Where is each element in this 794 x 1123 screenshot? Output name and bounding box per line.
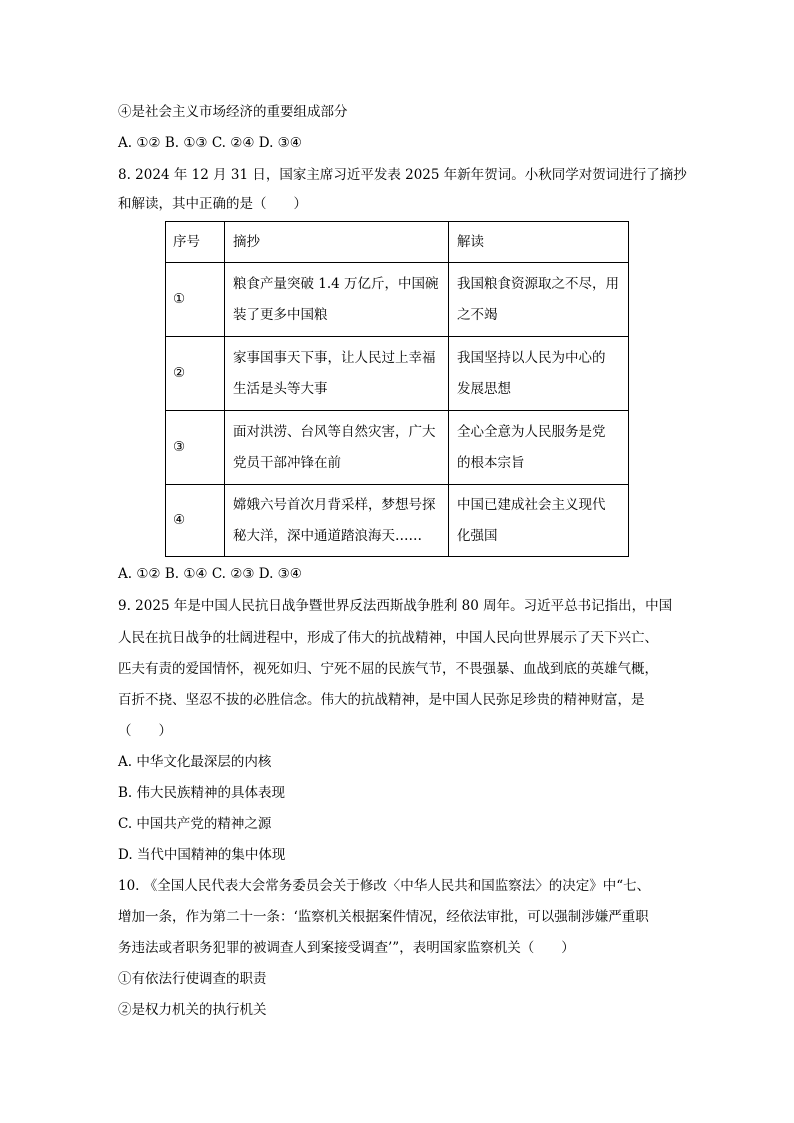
table-header-row xyxy=(166,222,629,263)
excerpt-line: 生活是头等大事 xyxy=(233,380,328,397)
q9-stem-line-1: 9. 2025 年是中国人民抗日战争暨世界反法西斯战争胜利 80 周年。习近平总书记指出，中国 xyxy=(118,598,673,614)
q10-stem-line-1: 10. 《全国人民代表大会常务委员会关于修改〈中华人民共和国监察法〉的决定》中“七、 xyxy=(118,878,651,894)
row-interpretation xyxy=(449,263,629,337)
q9-option-d: D. 当代中国精神的集中体现 xyxy=(118,847,286,863)
excerpt-line: 粮食产量突破 1.4 万亿斤，中国碗 xyxy=(233,275,439,292)
q10-item-1: ①有依法行使调查的职责 xyxy=(118,971,267,987)
interpretation-line: 之不竭 xyxy=(457,306,498,323)
excerpt-line: 面对洪涝、台风等自然灾害，广大 xyxy=(233,423,436,440)
q9-option-c: C. 中国共产党的精神之源 xyxy=(118,816,272,832)
excerpt-line: 家事国事天下事，让人民过上幸福 xyxy=(233,349,436,366)
excerpt-line: 嫦娥六号首次月背采样，梦想号探 xyxy=(233,496,436,513)
row-excerpt xyxy=(225,263,449,337)
row-number: ① xyxy=(166,263,225,337)
interpretation-line: 中国已建成社会主义现代 xyxy=(457,496,606,513)
row-interpretation xyxy=(449,485,629,557)
q8-options: A. ①② B. ①④ C. ②③ D. ③④ xyxy=(118,566,302,582)
q9-stem-line-5: （ ） xyxy=(118,723,172,739)
table-row xyxy=(166,337,629,411)
header-interpretation: 解读 xyxy=(449,222,629,263)
q10-stem-line-3: 务违法或者职务犯罪的被调查人到案接受调查’”，表明国家监察机关（ ） xyxy=(118,940,575,956)
excerpt-line: 装了更多中国粮 xyxy=(233,306,328,323)
q8-stem-line-2: 和解读，其中正确的是（ ） xyxy=(118,196,307,212)
interpretation-line: 的根本宗旨 xyxy=(457,454,525,471)
q9-stem-line-2: 人民在抗日战争的壮阔进程中，形成了伟大的抗战精神，中国人民向世界展示了天下兴亡、 xyxy=(118,630,658,646)
interpretation-line: 我国粮食资源取之不尽，用 xyxy=(457,275,619,292)
q7-item-4: ④是社会主义市场经济的重要组成部分 xyxy=(118,104,348,120)
q8-table xyxy=(165,221,629,557)
interpretation-line: 化强国 xyxy=(457,527,498,544)
row-excerpt xyxy=(225,485,449,557)
header-number: 序号 xyxy=(166,222,225,263)
interpretation-line: 我国坚持以人民为中心的 xyxy=(457,349,606,366)
q9-option-a: A. 中华文化最深层的内核 xyxy=(118,754,272,770)
excerpt-line: 秘大洋，深中通道踏浪海天…… xyxy=(233,527,422,544)
row-number: ④ xyxy=(166,485,225,557)
interpretation-line: 全心全意为人民服务是党 xyxy=(457,423,606,440)
q9-stem-line-3: 匹夫有责的爱国情怀，视死如归、宁死不屈的民族气节，不畏强暴、血战到底的英雄气概， xyxy=(118,661,658,677)
q9-option-b: B. 伟大民族精神的具体表现 xyxy=(118,785,286,801)
q10-item-2: ②是权力机关的执行机关 xyxy=(118,1002,267,1018)
row-number: ② xyxy=(166,337,225,411)
q7-options: A. ①② B. ①③ C. ②④ D. ③④ xyxy=(118,135,302,151)
q9-stem-line-4: 百折不挠、坚忍不拔的必胜信念。伟大的抗战精神，是中国人民弥足珍贵的精神财富，是 xyxy=(118,692,645,708)
table-row xyxy=(166,411,629,485)
row-excerpt xyxy=(225,411,449,485)
row-interpretation xyxy=(449,411,629,485)
q10-stem-line-2: 增加一条，作为第二十一条：‘监察机关根据案件情况，经依法审批，可以强制涉嫌严重职 xyxy=(118,909,649,925)
table-row xyxy=(166,485,629,557)
row-interpretation xyxy=(449,337,629,411)
q8-stem-line-1: 8. 2024 年 12 月 31 日，国家主席习近平发表 2025 年新年贺词。小秋同学对贺词进行了摘抄 xyxy=(118,167,687,183)
header-excerpt: 摘抄 xyxy=(225,222,449,263)
row-number: ③ xyxy=(166,411,225,485)
interpretation-line: 发展思想 xyxy=(457,380,511,397)
excerpt-line: 党员干部冲锋在前 xyxy=(233,454,341,471)
table-row xyxy=(166,263,629,337)
row-excerpt xyxy=(225,337,449,411)
